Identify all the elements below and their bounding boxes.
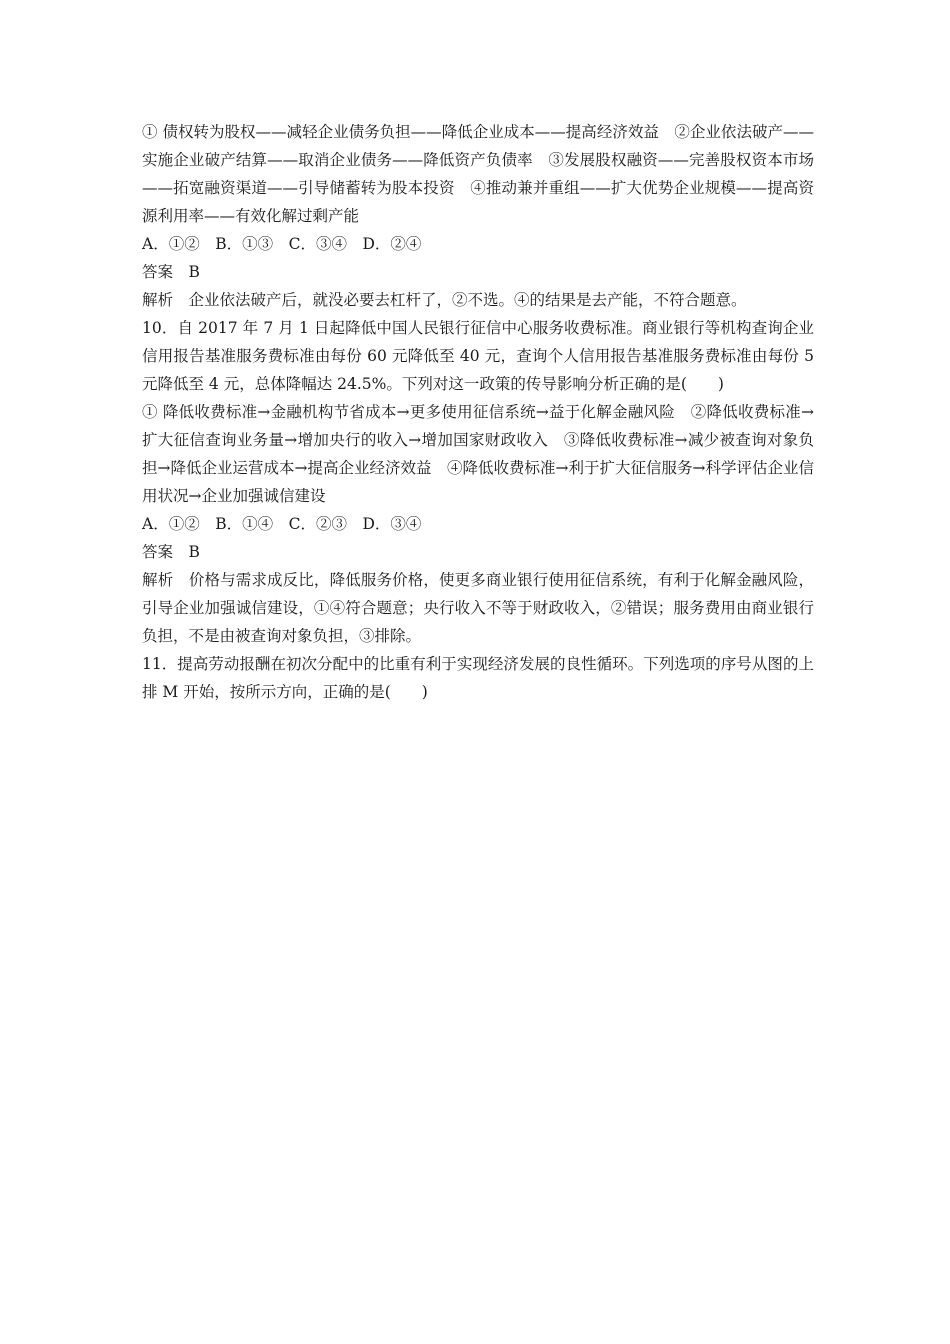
q9-options: A．①② B．①③ C．③④ D．②④ — [142, 235, 422, 253]
q11-stem: 11．提高劳动报酬在初次分配中的比重有利于实现经济发展的良性循环。下列选项的序号从图的上排 M 开始，按所示方向，正确的是( ) — [142, 655, 814, 701]
q10-analysis: 解析 价格与需求成反比，降低服务价格，使更多商业银行使用征信系统，有利于化解金融风险，引导企业加强诚信建设，①④符合题意；央行收入不等于财政收入，②错误；服务费用由商业银行负担，不是由被查询对象负担，③排除。 — [142, 571, 814, 645]
q10-answer: 答案 B — [142, 543, 200, 561]
q10-statement: ① 降低收费标准→金融机构节省成本→更多使用征信系统→益于化解金融风险 ②降低收费标准→扩大征信查询业务量→增加央行的收入→增加国家财政收入 ③降低收费标准→减少被查询对象负担→降低企业运营成本→提高企业经济效益 ④降低收费标准→利于扩大征信服务→科学评估企业信用状况→企业加强诚信建设 — [142, 403, 814, 505]
document-body — [142, 118, 814, 706]
q10-stem: 10．自 2017 年 7 月 1 日起降低中国人民银行征信中心服务收费标准。商业银行等机构查询企业信用报告基准服务费标准由每份 60 元降低至 40 元，查询个人信用报告基准服务费标准由每份 5 元降低至 4 元，总体降幅达 24.5%。下列对这一政策的传导影响分析正确的是( ) — [142, 319, 814, 393]
q9-statement: ① 债权转为股权——减轻企业债务负担——降低企业成本——提高经济效益 ②企业依法破产——实施企业破产结算——取消企业债务——降低资产负债率 ③发展股权融资——完善股权资本市场——拓宽融资渠道——引导储蓄转为股本投资 ④推动兼并重组——扩大优势企业规模——提高资源利用率——有效化解过剩产能 — [142, 123, 814, 225]
q10-options: A．①② B．①④ C．②③ D．③④ — [142, 515, 422, 533]
q9-analysis: 解析 企业依法破产后，就没必要去杠杆了，②不选。④的结果是去产能，不符合题意。 — [142, 291, 747, 309]
q9-answer: 答案 B — [142, 263, 200, 281]
